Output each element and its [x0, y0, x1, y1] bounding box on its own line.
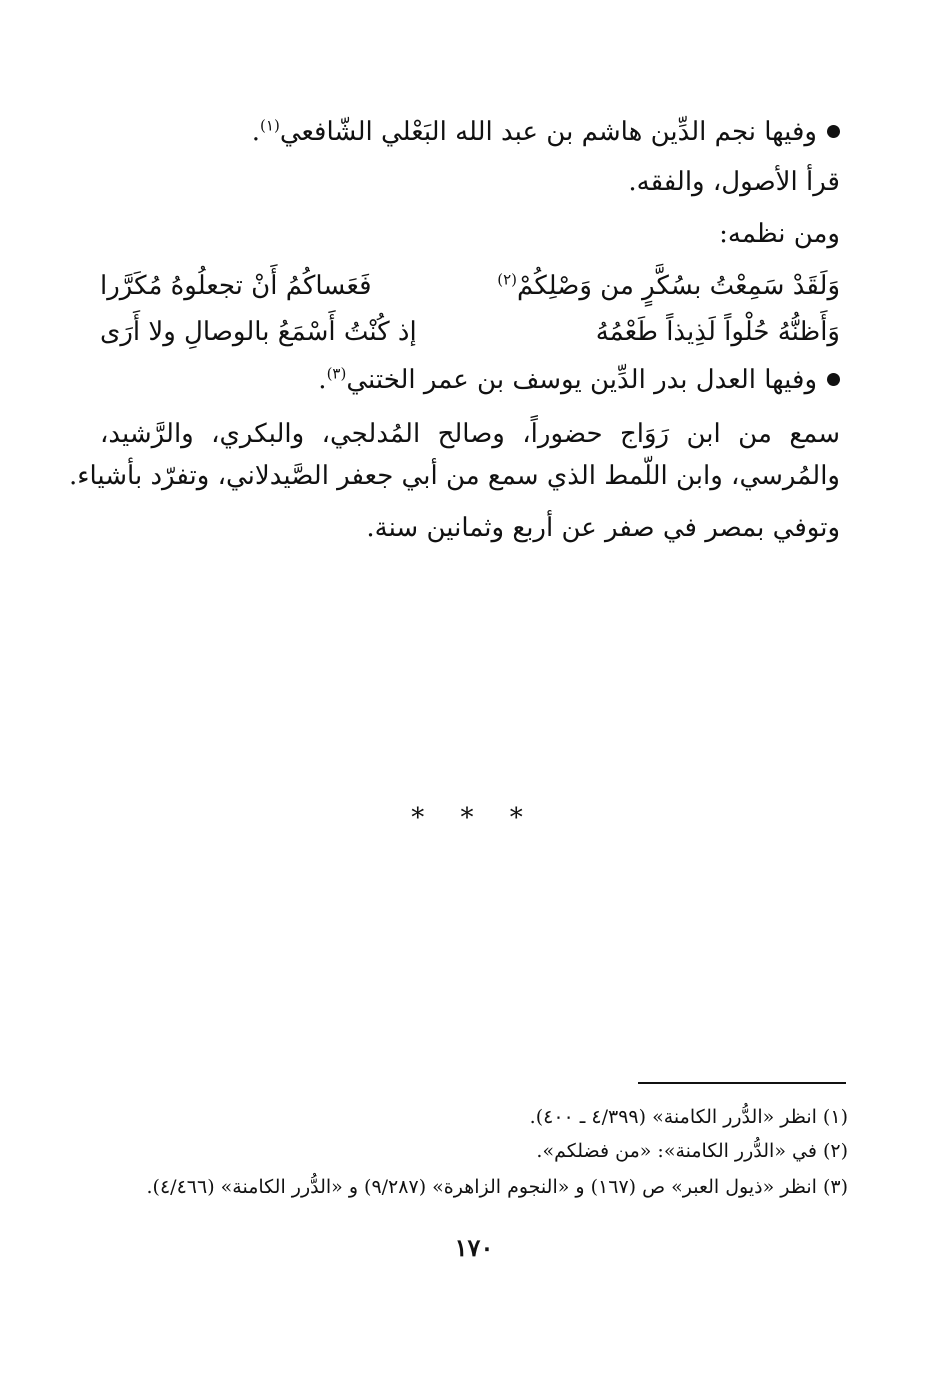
verse-1-first-hemistich [497, 266, 840, 306]
footnote-ref-2[interactable]: (٢) [497, 270, 518, 289]
footnote-ref-3[interactable]: (٣) [326, 364, 347, 383]
verse-2-second-hemistich: إذ كُنْتُ أَسْمَعُ بالوصالِ ولا أَرَى [100, 317, 417, 347]
bullet-icon [827, 373, 840, 386]
entry-text-line: قرأ الأصول، والفقه. [628, 167, 840, 197]
verse-intro: ومن نظمه: [719, 219, 840, 249]
entry-heading-text: وفيها نجم الدِّين هاشم بن عبد الله البَعْلي الشّافعي [279, 117, 817, 147]
paragraph-line: سمع من ابن رَوَاج حضوراً، وصالح المُدلجي، والبكري، والرَّشيد، [100, 419, 840, 449]
paragraph-line: وتوفي بمصر في صفر عن أربع وثمانين سنة. [366, 513, 840, 543]
footnote-divider [638, 1082, 846, 1084]
verse-1-first-text: وَلَقَدْ سَمِعْتُ بسُكَّرٍ من وَصْلِكُمْ [517, 271, 840, 301]
verse-line-1 [100, 266, 840, 306]
footnote-2: (٢) في «الدُّرر الكامنة»: «من فضلكم». [536, 1140, 848, 1162]
verse-line-2 [100, 312, 840, 352]
entry-heading-end: . [251, 117, 261, 147]
footnote-ref-1[interactable]: (١) [260, 116, 280, 135]
verse-2-first-hemistich: وَأَظنُّهُ حُلْواً لَذِيذاً طَعْمُهُ [595, 317, 840, 347]
entry-heading-text: وفيها العدل بدر الدِّين يوسف بن عمر الختني [346, 365, 817, 395]
paragraph-line: والمُرسي، وابن اللّمط الذي سمع من أبي جعفر الصَّيدلاني، وتفرّد بأشياء. [69, 461, 840, 491]
entry-heading-end: . [318, 365, 327, 395]
bullet-icon [827, 125, 840, 138]
verse-1-second-hemistich: فَعَساكُمُ أَنْ تجعلُوهُ مُكَرَّرا [100, 271, 372, 301]
page-number: ١٧٠ [454, 1233, 494, 1262]
entry-heading-badr-al-din [318, 360, 840, 400]
entry-heading-najm-al-din [252, 112, 840, 152]
section-separator: * * * [411, 803, 537, 833]
footnote-1: (١) انظر «الدُّرر الكامنة» (٤/٣٩٩ ـ ٤٠٠). [529, 1106, 848, 1128]
footnote-3: (٣) انظر «ذيول العبر» ص (١٦٧) و «النجوم الزاهرة» (٩/٢٨٧) و «الدُّرر الكامنة» (٤/٤٦٦). [146, 1176, 848, 1198]
